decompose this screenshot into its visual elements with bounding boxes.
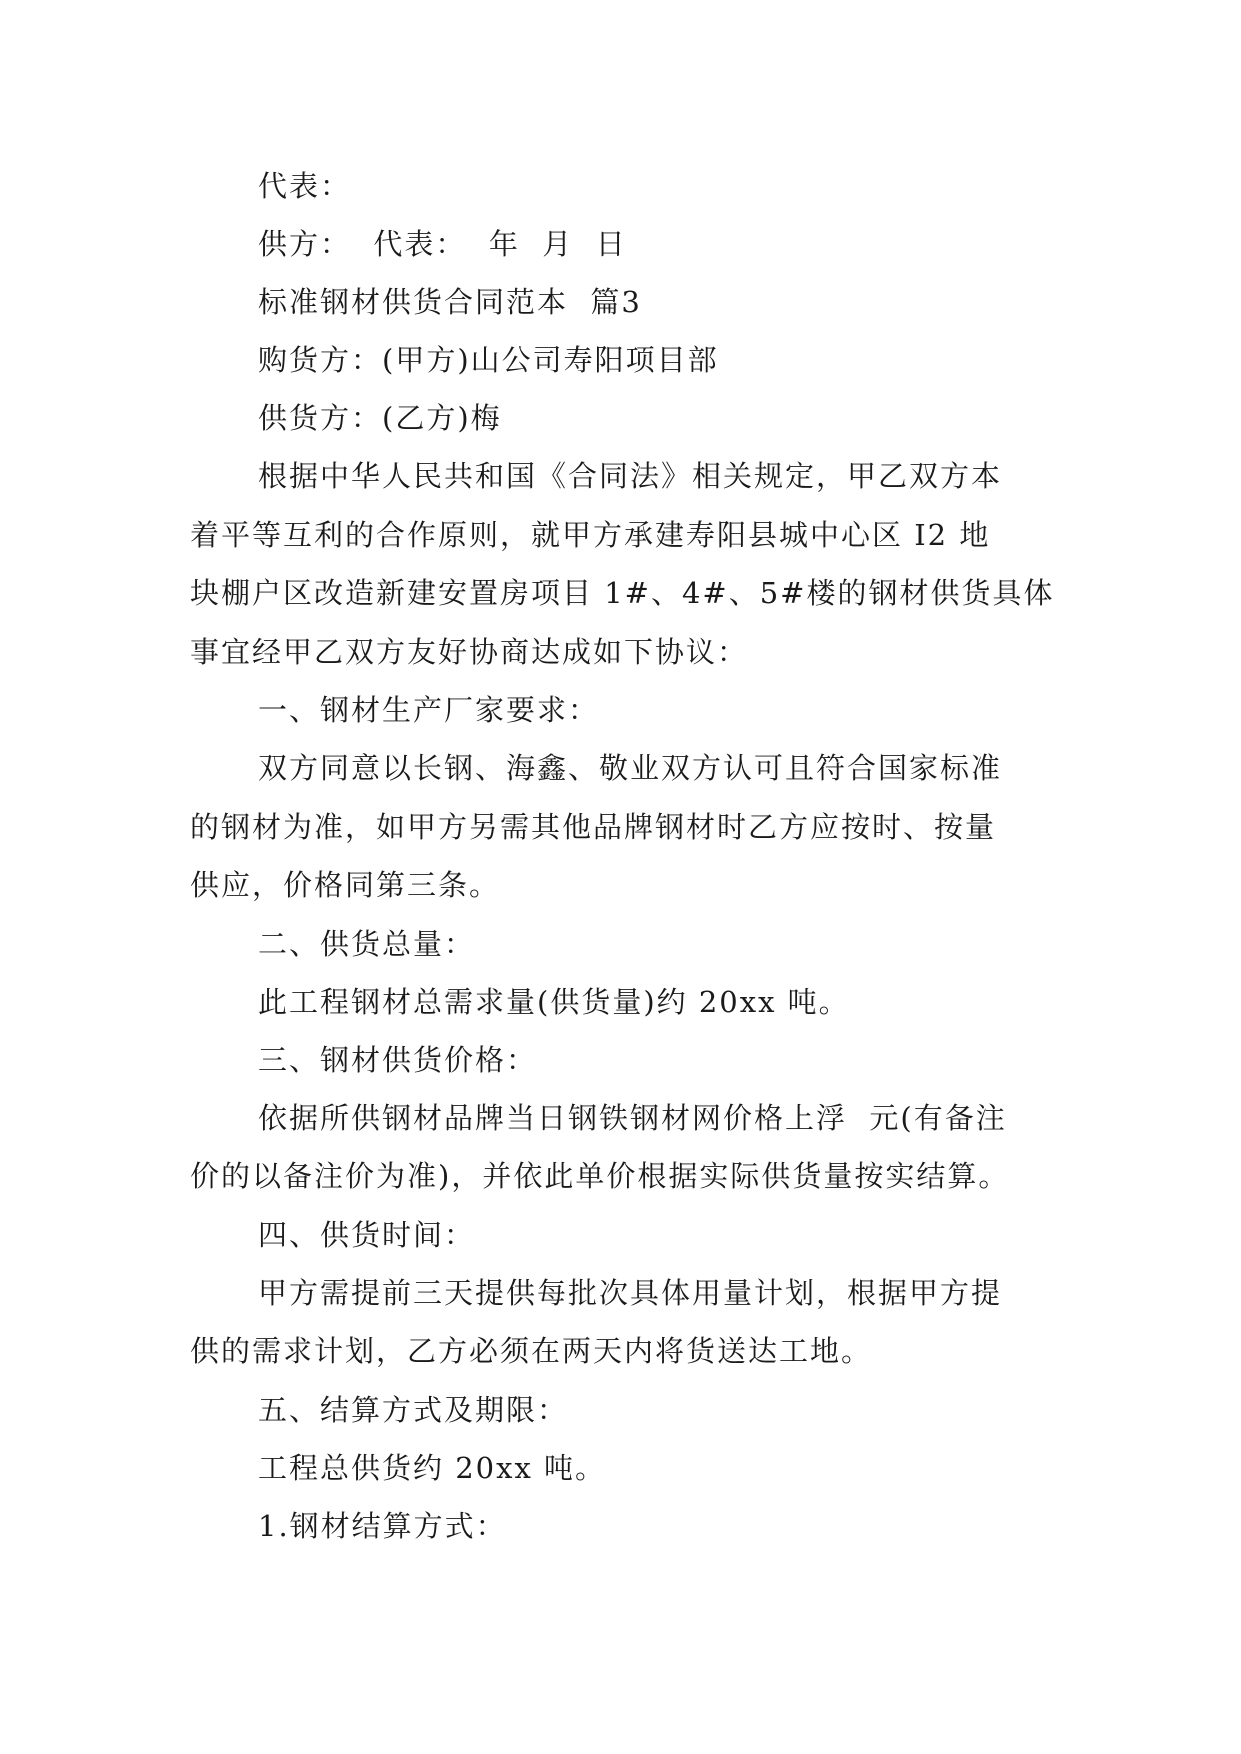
document-body: [190, 157, 1060, 1555]
section-4-body: [190, 1264, 1060, 1381]
section-5-item-1: 1.钢材结算方式：: [258, 1508, 507, 1543]
intro-paragraph: [190, 447, 1060, 681]
paragraph-line: 的钢材为准，如甲方另需其他品牌钢材时乙方应按时、按量: [190, 809, 997, 844]
buyer-line: 购货方：(甲方)山公司寿阳项目部: [258, 343, 719, 377]
supplier-signature-line: 供方： 代表： 年 月 日: [258, 227, 627, 261]
representative-line: 代表：: [258, 169, 352, 203]
section-1-title: 一、钢材生产厂家要求：: [258, 693, 600, 727]
contract-heading: 标准钢材供货合同范本 篇3: [258, 285, 642, 319]
paragraph-line: 事宜经甲乙双方友好协商达成如下协议：: [190, 634, 749, 669]
paragraph-line: 依据所供钢材品牌当日钢铁钢材网价格上浮 元(有备注: [258, 1100, 1007, 1135]
section-3-body: [190, 1089, 1060, 1206]
section-5-body: 工程总供货约 20xx 吨。: [258, 1450, 607, 1485]
paragraph-line: 供应，价格同第三条。: [190, 868, 501, 902]
paragraph-line: 供的需求计划，乙方必须在两天内将货送达工地。: [190, 1334, 873, 1368]
paragraph-line: 着平等互利的合作原则，就甲方承建寿阳县城中心区 I2 地: [190, 517, 991, 552]
paragraph-line: 价的以备注价为准)，并依此单价根据实际供货量按实结算。: [190, 1159, 1010, 1193]
paragraph-line: 根据中华人民共和国《合同法》相关规定，甲乙双方本: [258, 459, 1003, 493]
section-2-body: 此工程钢材总需求量(供货量)约 20xx 吨。: [258, 984, 850, 1019]
paragraph-line: 双方同意以长钢、海鑫、敬业双方认可且符合国家标准: [258, 751, 1003, 785]
section-4-title: 四、供货时间：: [258, 1217, 476, 1252]
section-3-title: 三、钢材供货价格：: [258, 1042, 538, 1077]
seller-line: 供货方：(乙方)梅: [258, 401, 502, 435]
paragraph-line: 甲方需提前三天提供每批次具体用量计划，根据甲方提: [258, 1275, 1003, 1310]
section-2-title: 二、供货总量：: [258, 926, 476, 961]
paragraph-line: 块棚户区改造新建安置房项目 1#、4#、5#楼的钢材供货具体: [190, 576, 1055, 610]
section-5-title: 五、结算方式及期限：: [258, 1392, 569, 1427]
section-1-body: [190, 739, 1060, 915]
